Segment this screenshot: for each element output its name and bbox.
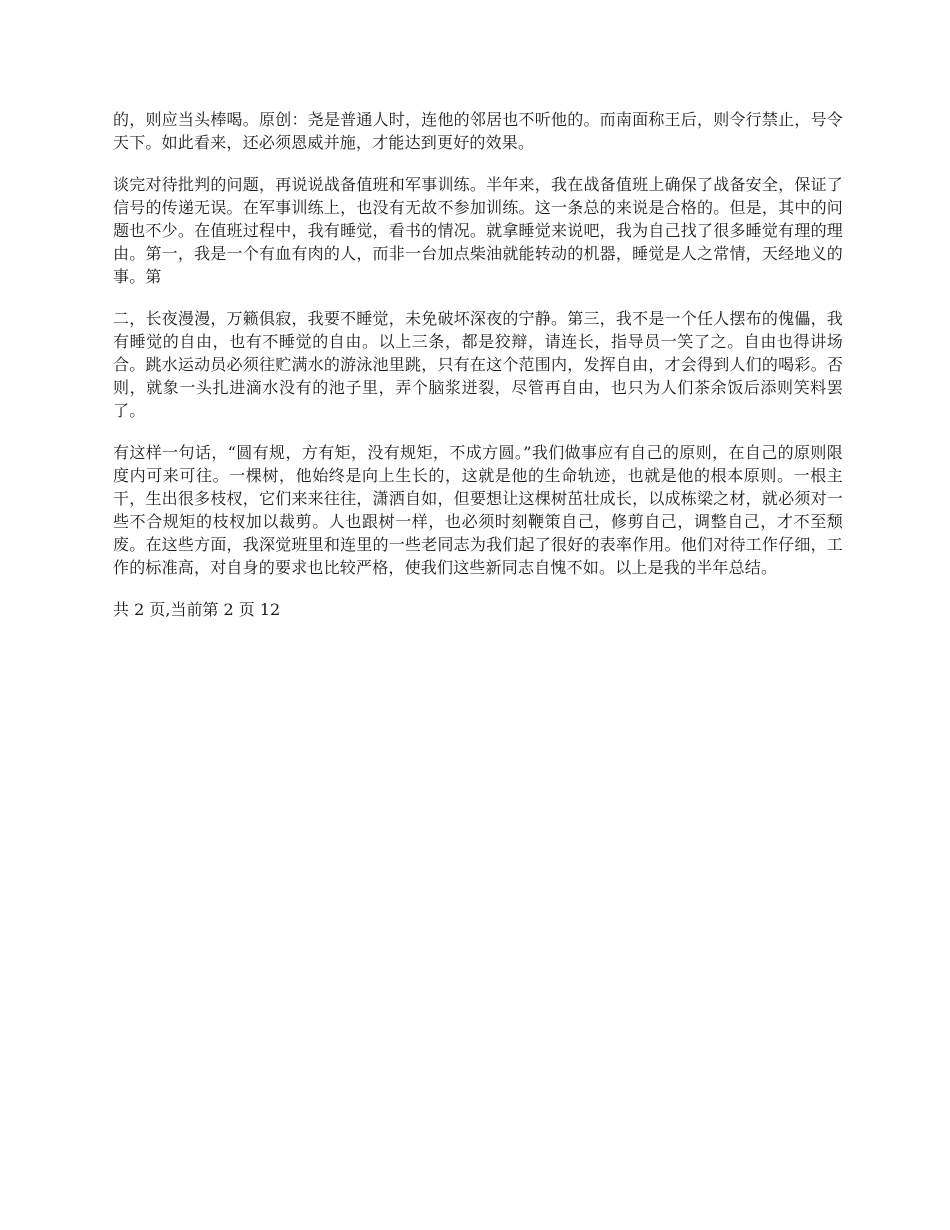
paragraph-1: 的，则应当头棒喝。原创：尧是普通人时，连他的邻居也不听他的。而南面称王后，则令行禁止，号令天下。如此看来，还必须恩威并施，才能达到更好的效果。 [113, 110, 843, 152]
page-footer: 共 2 页,当前第 2 页 12 [113, 600, 281, 619]
document-page [113, 108, 843, 621]
paragraph-3: 二，长夜漫漫，万籁俱寂，我要不睡觉，未免破坏深夜的宁静。第三，我不是一个任人摆布的傀儡，我有睡觉的自由，也有不睡觉的自由。以上三条，都是狡辩，请连长，指导员一笑了之。自由也得讲场合。跳水运动员必须往贮满水的游泳池里跳，只有在这个范围内，发挥自由，才会得到人们的喝彩。否则，就象一头扎进滴水没有的池子里，弄个脑浆迸裂，尽管再自由，也只为人们茶余饭后添则笑料罢了。 [113, 309, 843, 420]
paragraph-4: 有这样一句话，“圆有规，方有矩，没有规矩，不成方圆。”我们做事应有自己的原则，在自己的原则限度内可来可往。一棵树，他始终是向上生长的，这就是他的生命轨迹，也就是他的根本原则。一根主干，生出很多枝杈，它们来来往往，潇洒自如，但要想让这棵树茁壮成长，以成栋梁之材，就必须对一些不合规矩的枝杈加以裁剪。人也跟树一样，也必须时刻鞭策自己，修剪自己，调整自己，才不至颓废。在这些方面，我深觉班里和连里的一些老同志为我们起了很好的表率作用。他们对待工作仔细，工作的标准高，对自身的要求也比较严格，使我们这些新同志自愧不如。以上是我的半年总结。 [113, 443, 843, 577]
paragraph-2: 谈完对待批判的问题，再说说战备值班和军事训练。半年来，我在战备值班上确保了战备安全，保证了信号的传递无误。在军事训练上，也没有无故不参加训练。这一条总的来说是合格的。但是，其中的问题也不少。在值班过程中，我有睡觉，看书的情况。就拿睡觉来说吧，我为自己找了很多睡觉有理的理由。第一，我是一个有血有肉的人，而非一台加点柴油就能转动的机器，睡觉是人之常情，天经地义的事。第 [113, 175, 843, 286]
